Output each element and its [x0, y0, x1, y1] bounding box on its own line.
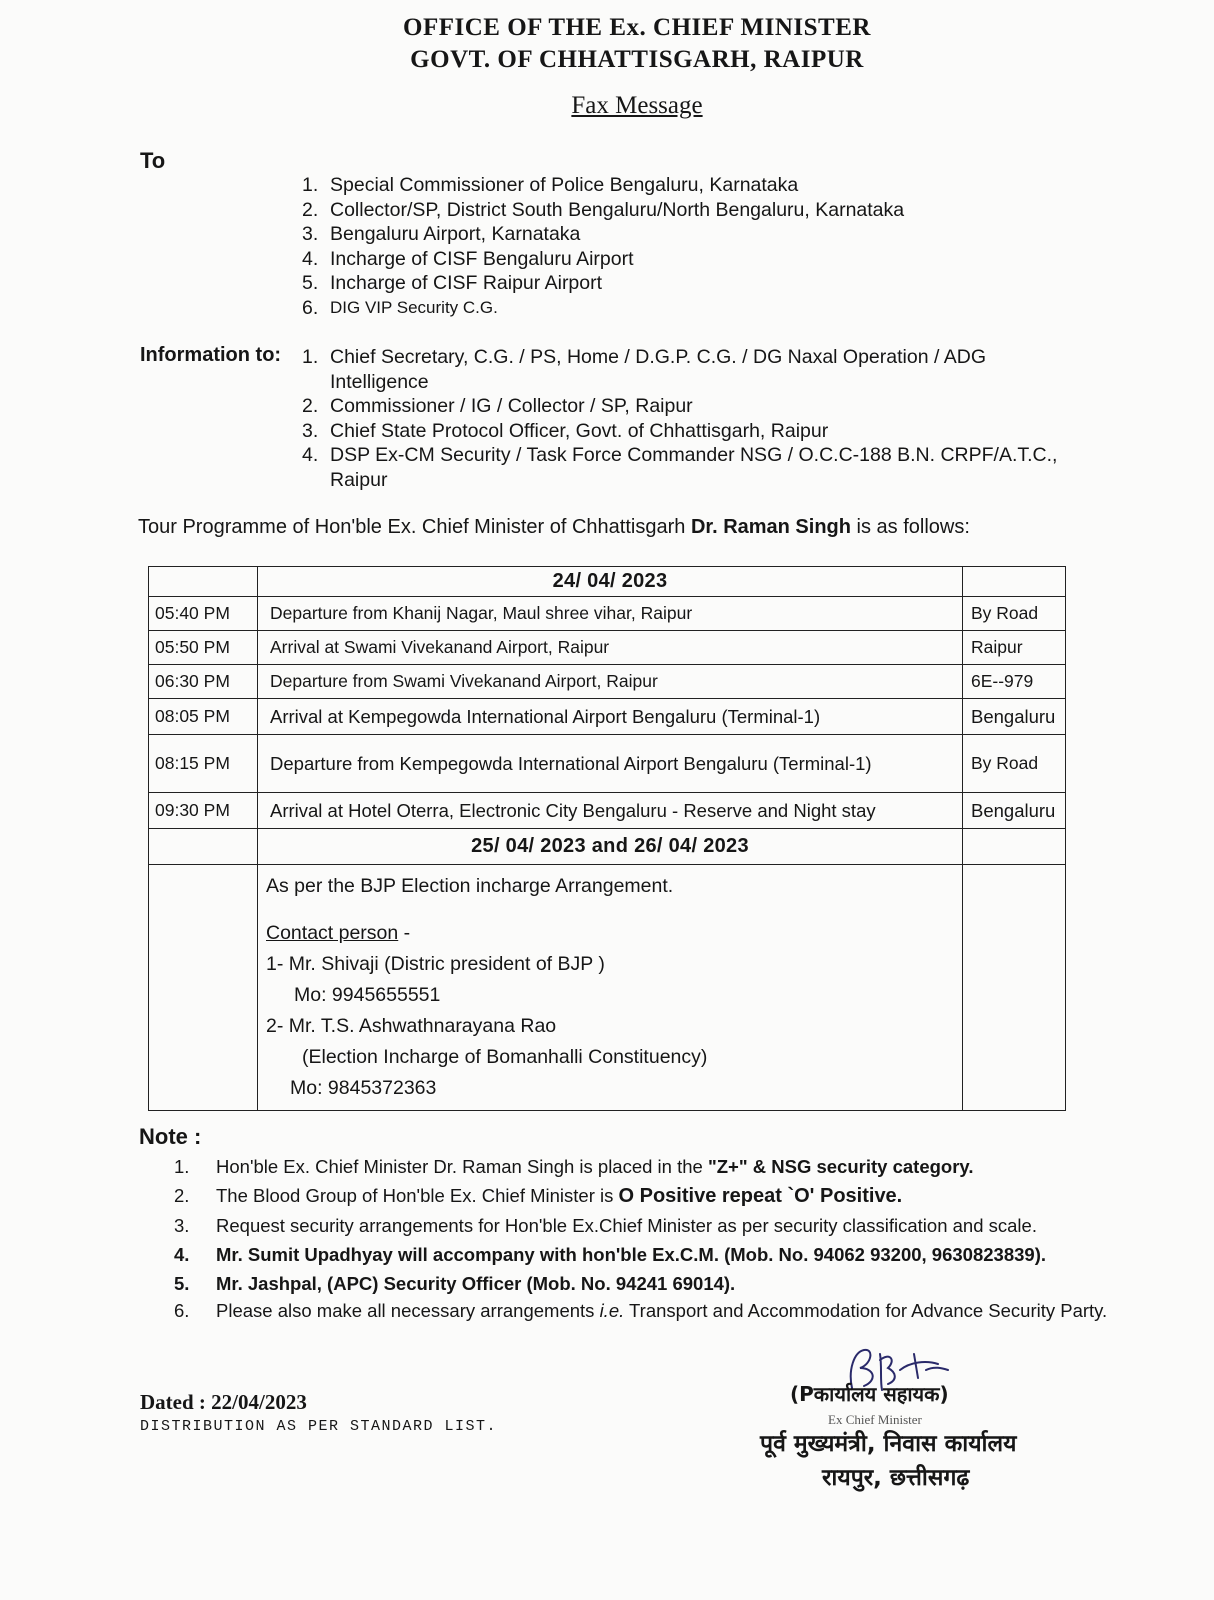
- note-list: [174, 1152, 1134, 1324]
- list-item: 1. Hon'ble Ex. Chief Minister Dr. Raman Singh is placed in the "Z+" & NSG security category.: [174, 1156, 974, 1177]
- table-row: 08:05 PM Arrival at Kempegowda International Airport Bengaluru (Terminal-1) Bengaluru: [149, 699, 1066, 735]
- tour-intro: Tour Programme of Hon'ble Ex. Chief Minister of Chhattisgarh Dr. Raman Singh is as follows:: [138, 516, 970, 538]
- list-item: 3. Request security arrangements for Hon'ble Ex.Chief Minister as per security classification and scale.: [174, 1215, 1037, 1236]
- to-label: To: [140, 148, 166, 173]
- information-label: Information to:: [140, 344, 282, 366]
- arrangement-cell: As per the BJP Election incharge Arrangement. Contact person - 1- Mr. Shivaji (Distric president of BJP ) Mo: 9945655551 2- Mr. T.S. Ashwathnarayana Rao (Election Incharge of Bomanhalli Constituency) Mo: 9845372363: [258, 865, 963, 1111]
- table-row: 06:30 PM Departure from Swami Vivekanand Airport, Raipur 6E--979: [149, 665, 1066, 699]
- list-item: 5. Mr. Jashpal, (APC) Security Officer (Mob. No. 94241 69014).: [174, 1273, 736, 1294]
- table-row: 05:50 PM Arrival at Swami Vivekanand Airport, Raipur Raipur: [149, 631, 1066, 665]
- fax-message-title: Fax Message: [571, 92, 703, 119]
- stamp-line-3: रायपुर, छत्तीसगढ़: [822, 1465, 970, 1491]
- stamp-line-small: Ex Chief Minister: [828, 1412, 922, 1427]
- tour-programme-table: [148, 566, 1066, 1111]
- list-item: 3. Bengaluru Airport, Karnataka: [302, 223, 581, 245]
- table-row: [149, 865, 1066, 1111]
- day-heading: 24/ 04/ 2023: [258, 567, 963, 597]
- list-item: 6. Please also make all necessary arrangements i.e. Transport and Accommodation for Advance Security Party.: [174, 1300, 1108, 1321]
- to-list: [302, 173, 1062, 320]
- govt-title: GOVT. OF CHHATTISGARH, RAIPUR: [410, 46, 864, 73]
- list-item: 1. Chief Secretary, C.G. / PS, Home / D.G.P. C.G. / DG Naxal Operation / ADG Intelligence: [302, 346, 986, 393]
- stamp-line-1: (Pकार्यालय सहायक): [790, 1382, 949, 1406]
- list-item: 1. Special Commissioner of Police Bengaluru, Karnataka: [302, 174, 799, 196]
- note-label: Note :: [139, 1124, 202, 1149]
- list-item: 4. Mr. Sumit Upadhyay will accompany with hon'ble Ex.C.M. (Mob. No. 94062 93200, 9630823839).: [174, 1244, 1046, 1265]
- list-item: 6. DIG VIP Security C.G.: [302, 296, 498, 319]
- minister-name: Dr. Raman Singh: [690, 516, 851, 538]
- stamp-line-2: पूर्व मुख्यमंत्री, निवास कार्यालय: [760, 1431, 1017, 1457]
- table-row: [149, 567, 1066, 597]
- distribution-note: DISTRIBUTION AS PER STANDARD LIST.: [140, 1418, 498, 1435]
- table-row: [149, 829, 1066, 865]
- list-item: 4. Incharge of CISF Bengaluru Airport: [302, 247, 634, 270]
- list-item: 2. Commissioner / IG / Collector / SP, Raipur: [302, 395, 693, 417]
- contact-person-label: Contact person: [266, 922, 399, 944]
- list-item: 5. Incharge of CISF Raipur Airport: [302, 272, 603, 294]
- list-item: 2. The Blood Group of Hon'ble Ex. Chief Minister is O Positive repeat `O' Positive.: [174, 1185, 903, 1207]
- list-item: 3. Chief State Protocol Officer, Govt. of Chhattisgarh, Raipur: [302, 419, 829, 442]
- day-heading: 25/ 04/ 2023 and 26/ 04/ 2023: [258, 829, 963, 865]
- table-row: 05:40 PM Departure from Khanij Nagar, Maul shree vihar, Raipur By Road: [149, 597, 1066, 631]
- office-title: OFFICE OF THE Ex. CHIEF MINISTER: [403, 14, 871, 41]
- table-row: 08:15 PM Departure from Kempegowda International Airport Bengaluru (Terminal-1) By Road: [149, 735, 1066, 793]
- information-list: [302, 345, 1062, 492]
- list-item: 4. DSP Ex-CM Security / Task Force Commander NSG / O.C.C-188 B.N. CRPF/A.T.C., Raipur: [302, 444, 1058, 491]
- table-row: 09:30 PM Arrival at Hotel Oterra, Electronic City Bengaluru - Reserve and Night stay Bengaluru: [149, 793, 1066, 829]
- list-item: 2. Collector/SP, District South Bengaluru/North Bengaluru, Karnataka: [302, 198, 905, 221]
- dated: Dated : 22/04/2023: [140, 1390, 307, 1414]
